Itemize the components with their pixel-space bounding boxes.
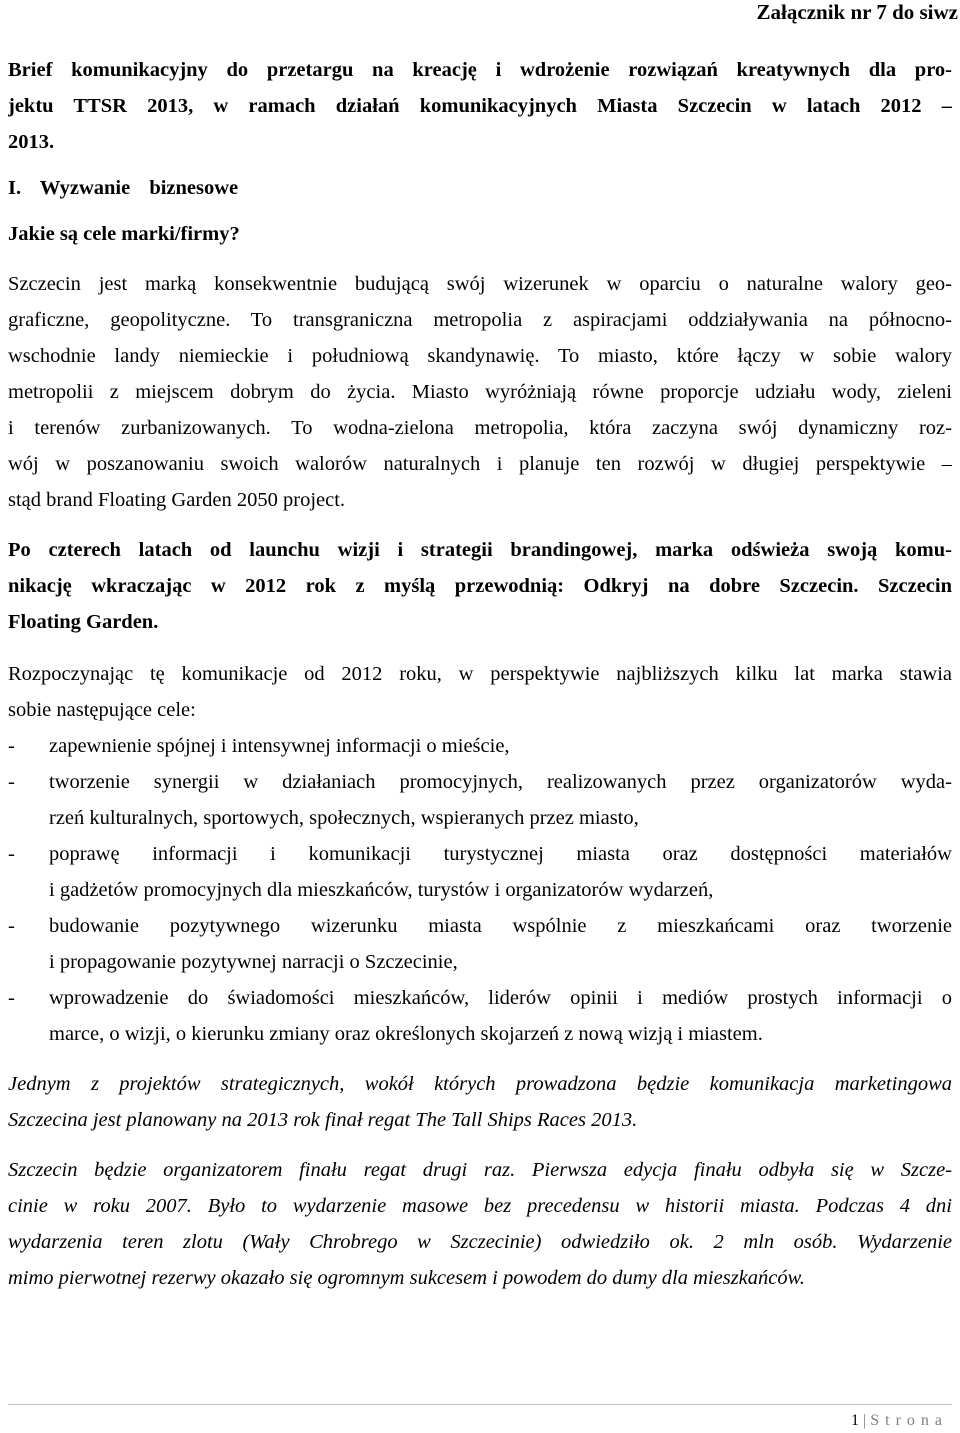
paragraph-line: Po czterech latach od launchu wizji i strategii brandingowej, marka odświeża swoją komu- [8,539,952,561]
paragraph-line: wój w poszanowaniu swoich walorów naturalnych i planuje ten rozwój w długiej perspektywie – [8,453,952,475]
page-number: 1 [851,1412,860,1429]
paragraph-line: Floating Garden. [8,611,159,633]
list-item-line: budowanie pozytywnego wizerunku miasta wspólnie z mieszkańcami oraz tworzenie [49,915,952,937]
highlight-paragraph [8,532,952,640]
goals-intro [8,656,952,728]
paragraph-line: mimo pierwotnej rezerwy okazało się ogromnym sukcesem i powodem do dumy dla mieszkańców. [8,1267,805,1289]
list-item-line: i propagowanie pozytywnej narracji o Szczecinie, [49,951,458,973]
section-question-text: Jakie są cele marki/firmy? [8,223,240,245]
bullet-dash: - [8,771,15,793]
list-item-line: tworzenie synergii w działaniach promocyjnych, realizowanych przez organizatorów wyda- [49,771,952,793]
list-item-line: poprawę informacji i komunikacji turystycznej miasta oraz dostępności materiałów [49,843,952,865]
bullet-dash: - [8,915,15,937]
paragraph-line: Szczecin będzie organizatorem finału regat drugi raz. Pierwsza edycja finału odbyła się w Szcze- [8,1159,952,1181]
page-footer [8,1404,952,1433]
title-line: 2013. [8,131,55,153]
paragraph-line: metropolii z miejscem dobrym do życia. Miasto wyróżniają równe proporcje udziału wody, zieleni [8,381,952,403]
paragraph-line: i terenów zurbanizowanych. To wodna-zielona metropolia, która zaczyna swój dynamiczny roz- [8,417,952,439]
paragraph-line: stąd brand Floating Garden 2050 project. [8,489,346,511]
bullet-dash: - [8,843,15,865]
list-item [8,980,952,1052]
footer-separator: | [863,1412,867,1429]
document-body [8,52,952,1296]
intro-paragraph [8,266,952,518]
list-item-line: rzeń kulturalnych, sportowych, społecznych, wspieranych przez miasto, [49,807,639,829]
section-heading-text: I. Wyzwanie biznesowe [8,177,239,199]
goals-list [8,728,952,1052]
paragraph-line: graficzne, geopolityczne. To transgraniczna metropolia z aspiracjami oddziaływania na północno- [8,309,952,331]
attachment-label: Załącznik nr 7 do siwz [756,0,958,24]
list-item-line: zapewnienie spójnej i intensywnej informacji o mieście, [49,735,510,757]
list-item-line: marce, o wizji, o kierunku zmiany oraz określonych skojarzeń z nową wizją i miastem. [49,1023,763,1045]
section-heading [8,170,952,206]
paragraph-line: Szczecina jest planowany na 2013 rok finał regat The Tall Ships Races 2013. [8,1109,638,1131]
paragraph-line: Rozpoczynając tę komunikacje od 2012 roku, w perspektywie najbliższych kilku lat marka stawia [8,663,952,685]
bullet-dash: - [8,987,15,1009]
strategic-paragraph [8,1066,952,1138]
page-indicator [851,1411,948,1431]
organizer-paragraph [8,1152,952,1296]
list-item-line: wprowadzenie do świadomości mieszkańców, liderów opinii i mediów prostych informacji o [49,987,952,1009]
paragraph-line: wschodnie landy niemieckie i południową skandynawię. To miasto, które łączy w sobie walory [8,345,952,367]
document-title [8,52,952,160]
paragraph-line: Szczecin jest marką konsekwentnie budującą swój wizerunek w oparciu o naturalne walory geo- [8,273,952,295]
title-line: Brief komunikacyjny do przetargu na kreację i wdrożenie rozwiązań kreatywnych dla pro- [8,59,952,81]
title-line: jektu TTSR 2013, w ramach działań komunikacyjnych Miasta Szczecin w latach 2012 – [8,95,952,117]
section-question [8,216,952,252]
list-item-line: i gadżetów promocyjnych dla mieszkańców, turystów i organizatorów wydarzeń, [49,879,714,901]
list-item [8,764,952,836]
paragraph-line: nikację wkraczając w 2012 rok z myślą przewodnią: Odkryj na dobre Szczecin. Szczecin [8,575,952,597]
paragraph-line: cinie w roku 2007. Było to wydarzenie masowe bez precedensu w historii miasta. Podczas 4 dni [8,1195,952,1217]
paragraph-line: sobie następujące cele: [8,699,196,721]
list-item [8,836,952,908]
page-word: Strona [870,1412,948,1429]
paragraph-line: wydarzenia teren zlotu (Wały Chrobrego w Szczecinie) odwiedziło ok. 2 mln osób. Wydarzenie [8,1231,952,1253]
paragraph-line: Jednym z projektów strategicznych, wokół których prowadzona będzie komunikacja marketingowa [8,1073,952,1095]
list-item [8,728,952,764]
bullet-dash: - [8,735,15,757]
list-item [8,908,952,980]
